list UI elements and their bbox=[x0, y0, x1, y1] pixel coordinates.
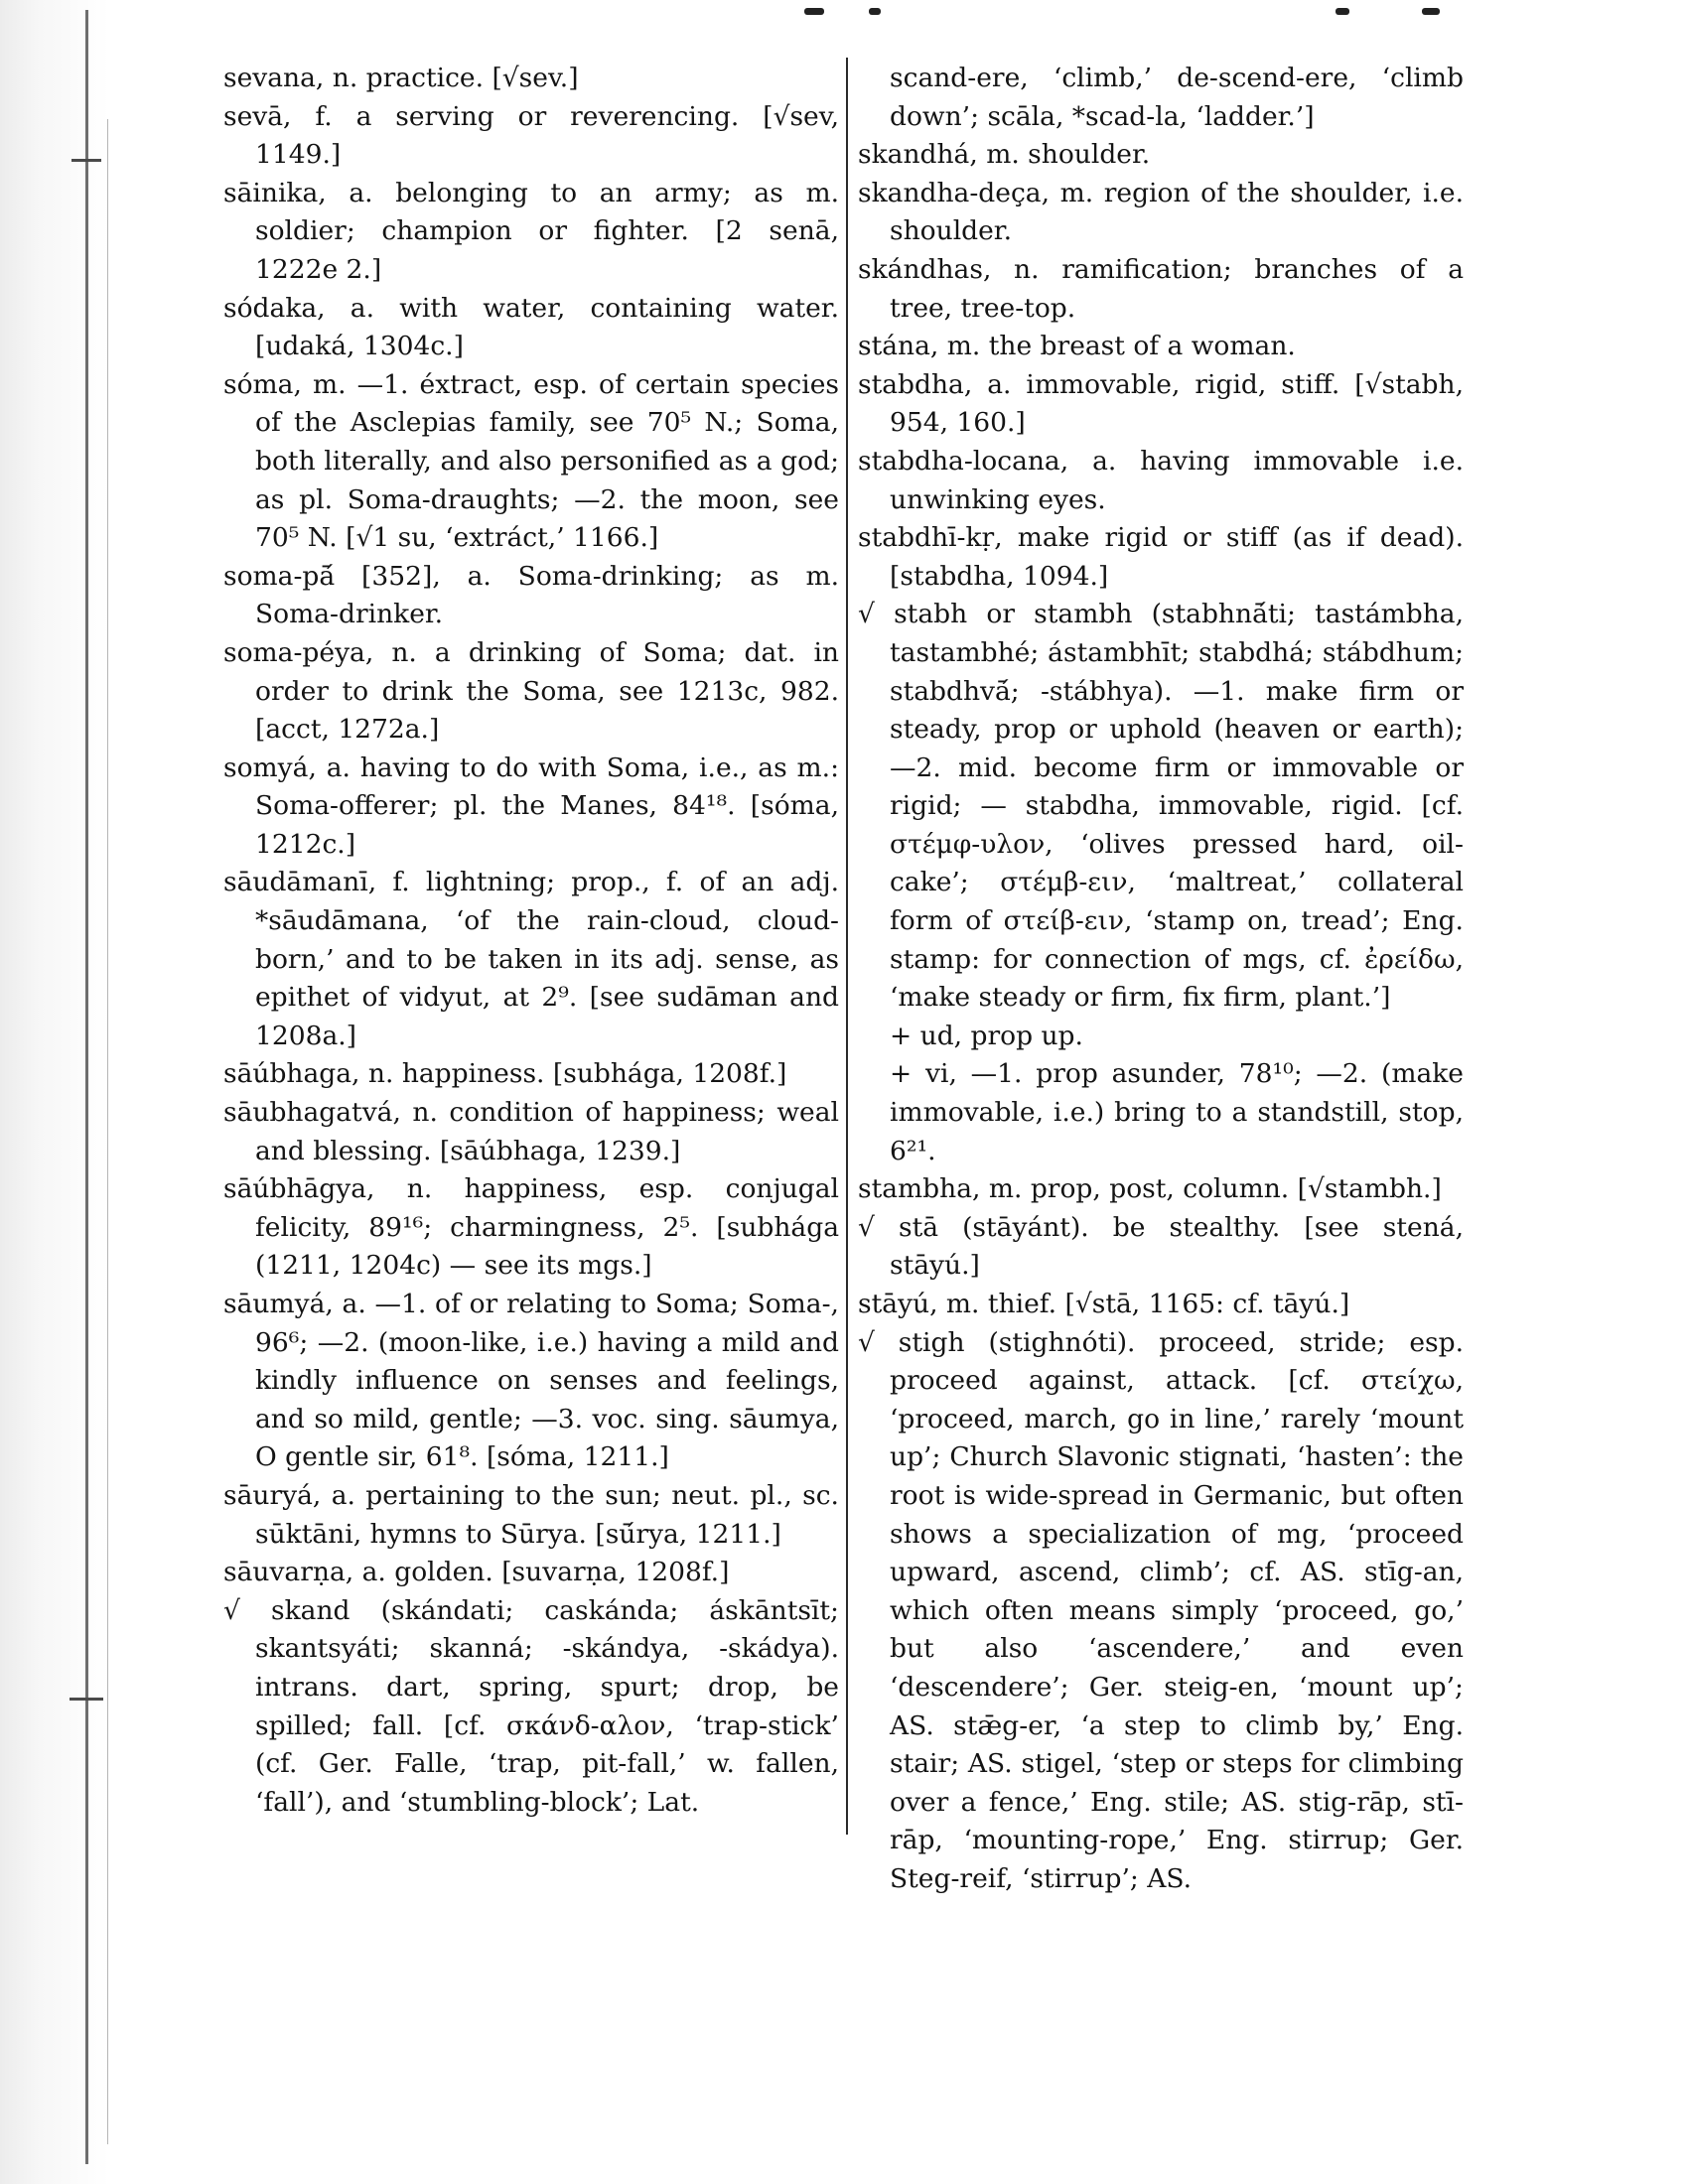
dictionary-entry: sāumyá, a. —1. of or relating to Soma; Soma-, 96⁶; —2. (moon-like, i.e.) having a mild and kindly influence on senses and feelings, and so mild, gentle; —3. voc. sing. sāumya, O gentle sir, 61⁸. [sóma, 1211.] bbox=[223, 1289, 839, 1473]
binding-tick bbox=[70, 1698, 103, 1701]
dictionary-entry: somyá, a. having to do with Soma, i.e., as m.: Soma-offerer; pl. the Manes, 84¹⁸. [sóma, 1212c.] bbox=[223, 751, 839, 860]
dictionary-entry: soma-pā́ [352], a. Soma-drinking; as m. Soma-drinker. bbox=[223, 560, 839, 630]
dictionary-entry: sāúbhāgya, n. happiness, esp. conjugal felicity, 89¹⁶; charmingness, 2⁵. [subhága (1211, 1204c) — see its mgs.] bbox=[223, 1173, 839, 1282]
scan-mark bbox=[869, 8, 881, 15]
dictionary-subentry: + ud, prop up. bbox=[890, 1020, 1083, 1051]
page-binding-edge bbox=[0, 0, 119, 2184]
dictionary-entry: sāudāmanī, f. lightning; prop., f. of an adj. *sāudāmana, ‘of the rain-cloud, cloud-born,’ and to be taken in its adj. sense, as epithet of vidyut, at 2⁹. [see sudāman and 1208a.] bbox=[223, 867, 839, 1051]
dictionary-entry: √ stabh or stambh (stabhnā́ti; tastámbha, tastambhé; ástambhīt; stabdhá; stábdhum; stabdhvā́; -stábhya). —1. make firm or steady, prop or uphold (heaven or earth); —2. mid. become firm or immovable or rigid; — stabdha, immovable, rigid. [cf. στέμφ-υλον, ‘olives pressed hard, oil-cake’; στέμβ-ειν, ‘maltreat,’ collateral form of στείβ-ειν, ‘stamp on, tread’; Eng. stamp: for connection of mgs, cf. ἐρείδω, ‘make steady or firm, fix firm, plant.’] bbox=[858, 599, 1464, 1014]
dictionary-entry: sāinika, a. belonging to an army; as m. soldier; champion or fighter. [2 senā, 1222e 2.] bbox=[223, 177, 839, 285]
dictionary-entry: sóma, m. —1. éxtract, esp. of certain species of the Asclepias family, see 70⁵ N.; Soma, both literally, and also personified as a god; as pl. Soma-draughts; —2. the moon, see 70⁵ N. [√1 su, ‘extráct,’ 1166.] bbox=[223, 368, 839, 554]
dictionary-entry: stabdha, a. immovable, rigid, stiff. [√stabh, 954, 160.] bbox=[858, 368, 1464, 439]
dictionary-entry: stabdha-locana, a. having immovable i.e. unwinking eyes. bbox=[858, 445, 1464, 515]
dictionary-entry: stāyú, m. thief. [√stā, 1165: cf. tāyú.] bbox=[858, 1289, 1350, 1319]
scan-mark bbox=[1422, 8, 1440, 15]
dictionary-entry: stabdhī-kṛ, make rigid or stiff (as if dead). [stabdha, 1094.] bbox=[858, 522, 1464, 592]
dictionary-entry: sódaka, a. with water, containing water. [udaká, 1304c.] bbox=[223, 292, 839, 362]
dictionary-entry: stána, m. the breast of a woman. bbox=[858, 331, 1296, 362]
dictionary-entry: √ stigh (stighnóti). proceed, stride; esp. proceed against, attack. [cf. στείχω, ‘proceed, march, go in line,’ rarely ‘mount up’; Church Slavonic stignati, ‘hasten’: the root is wide-spread in Germanic, but often shows a specialization of mg, ‘proceed upward, ascend, climb’; cf. AS. stīg-an, which often means simply ‘proceed, go,’ but also ‘ascendere,’ and even ‘descendere’; Ger. steig-en, ‘mount up’; AS. stǣg-er, ‘a step to climb by,’ Eng. stair; AS. stigel, ‘step or steps for climbing over a fence,’ Eng. stile; AS. stig-rāp, stī-rāp, ‘mounting-rope,’ Eng. stirrup; Ger. Steg-reif, ‘stirrup’; AS. bbox=[858, 1326, 1464, 1894]
right-column bbox=[858, 60, 1464, 1899]
dictionary-subentry: + vi, —1. prop asunder, 78¹⁰; —2. (make immovable, i.e.) bring to a standstill, stop, 6²¹. bbox=[890, 1058, 1464, 1166]
dictionary-entry: sāuryá, a. pertaining to the sun; neut. pl., sc. sūktāni, hymns to Sūrya. [sū́rya, 1211.] bbox=[223, 1479, 839, 1550]
dictionary-entry: soma-péya, n. a drinking of Soma; dat. in order to drink the Soma, see 1213c, 982. [acct, 1272a.] bbox=[223, 636, 839, 746]
dictionary-entry: stambha, m. prop, post, column. [√stambh.] bbox=[858, 1173, 1442, 1205]
binding-tick bbox=[71, 159, 101, 162]
scan-mark bbox=[1336, 8, 1349, 15]
column-divider bbox=[846, 58, 848, 1835]
dictionary-entry: skandhá, m. shoulder. bbox=[858, 139, 1151, 171]
dictionary-entry: sāuvarṇa, a. golden. [suvarṇa, 1208f.] bbox=[223, 1557, 730, 1588]
dictionary-entry: skándhas, n. ramification; branches of a tree, tree-top. bbox=[858, 253, 1464, 324]
dictionary-entry: sevana, n. practice. [√sev.] bbox=[223, 63, 579, 93]
dictionary-entry: sāubhagatvá, n. condition of happiness; weal and blessing. [sāúbhaga, 1239.] bbox=[223, 1097, 839, 1166]
binding-line bbox=[85, 10, 88, 2164]
binding-shadow-line bbox=[107, 119, 108, 2144]
dictionary-entry-continuation: scand-ere, ‘climb,’ de-scend-ere, ‘climb down’; scāla, *scad-la, ‘ladder.’] bbox=[890, 63, 1464, 132]
left-column bbox=[223, 60, 839, 1822]
dictionary-entry: √ skand (skándati; caskánda; áskāntsīt; skantsyáti; skanná; -skándya, -skádya). intrans. dart, spring, spurt; drop, be spilled; fall. [cf. σκάνδ-αλον, ‘trap-stick’ (cf. Ger. Falle, ‘trap, pit-fall,’ w. fallen, ‘fall’), and ‘stumbling-block’; Lat. bbox=[223, 1594, 839, 1818]
dictionary-entry: sevā, f. a serving or reverencing. [√sev, 1149.] bbox=[223, 100, 839, 171]
dictionary-entry: √ stā (stāyánt). be stealthy. [see stená, stāyú.] bbox=[858, 1211, 1464, 1282]
scan-mark bbox=[804, 8, 824, 15]
dictionary-entry: skandha-deça, m. region of the shoulder, i.e. shoulder. bbox=[858, 177, 1464, 247]
dictionary-entry: sāúbhaga, n. happiness. [subhága, 1208f.] bbox=[223, 1058, 787, 1090]
